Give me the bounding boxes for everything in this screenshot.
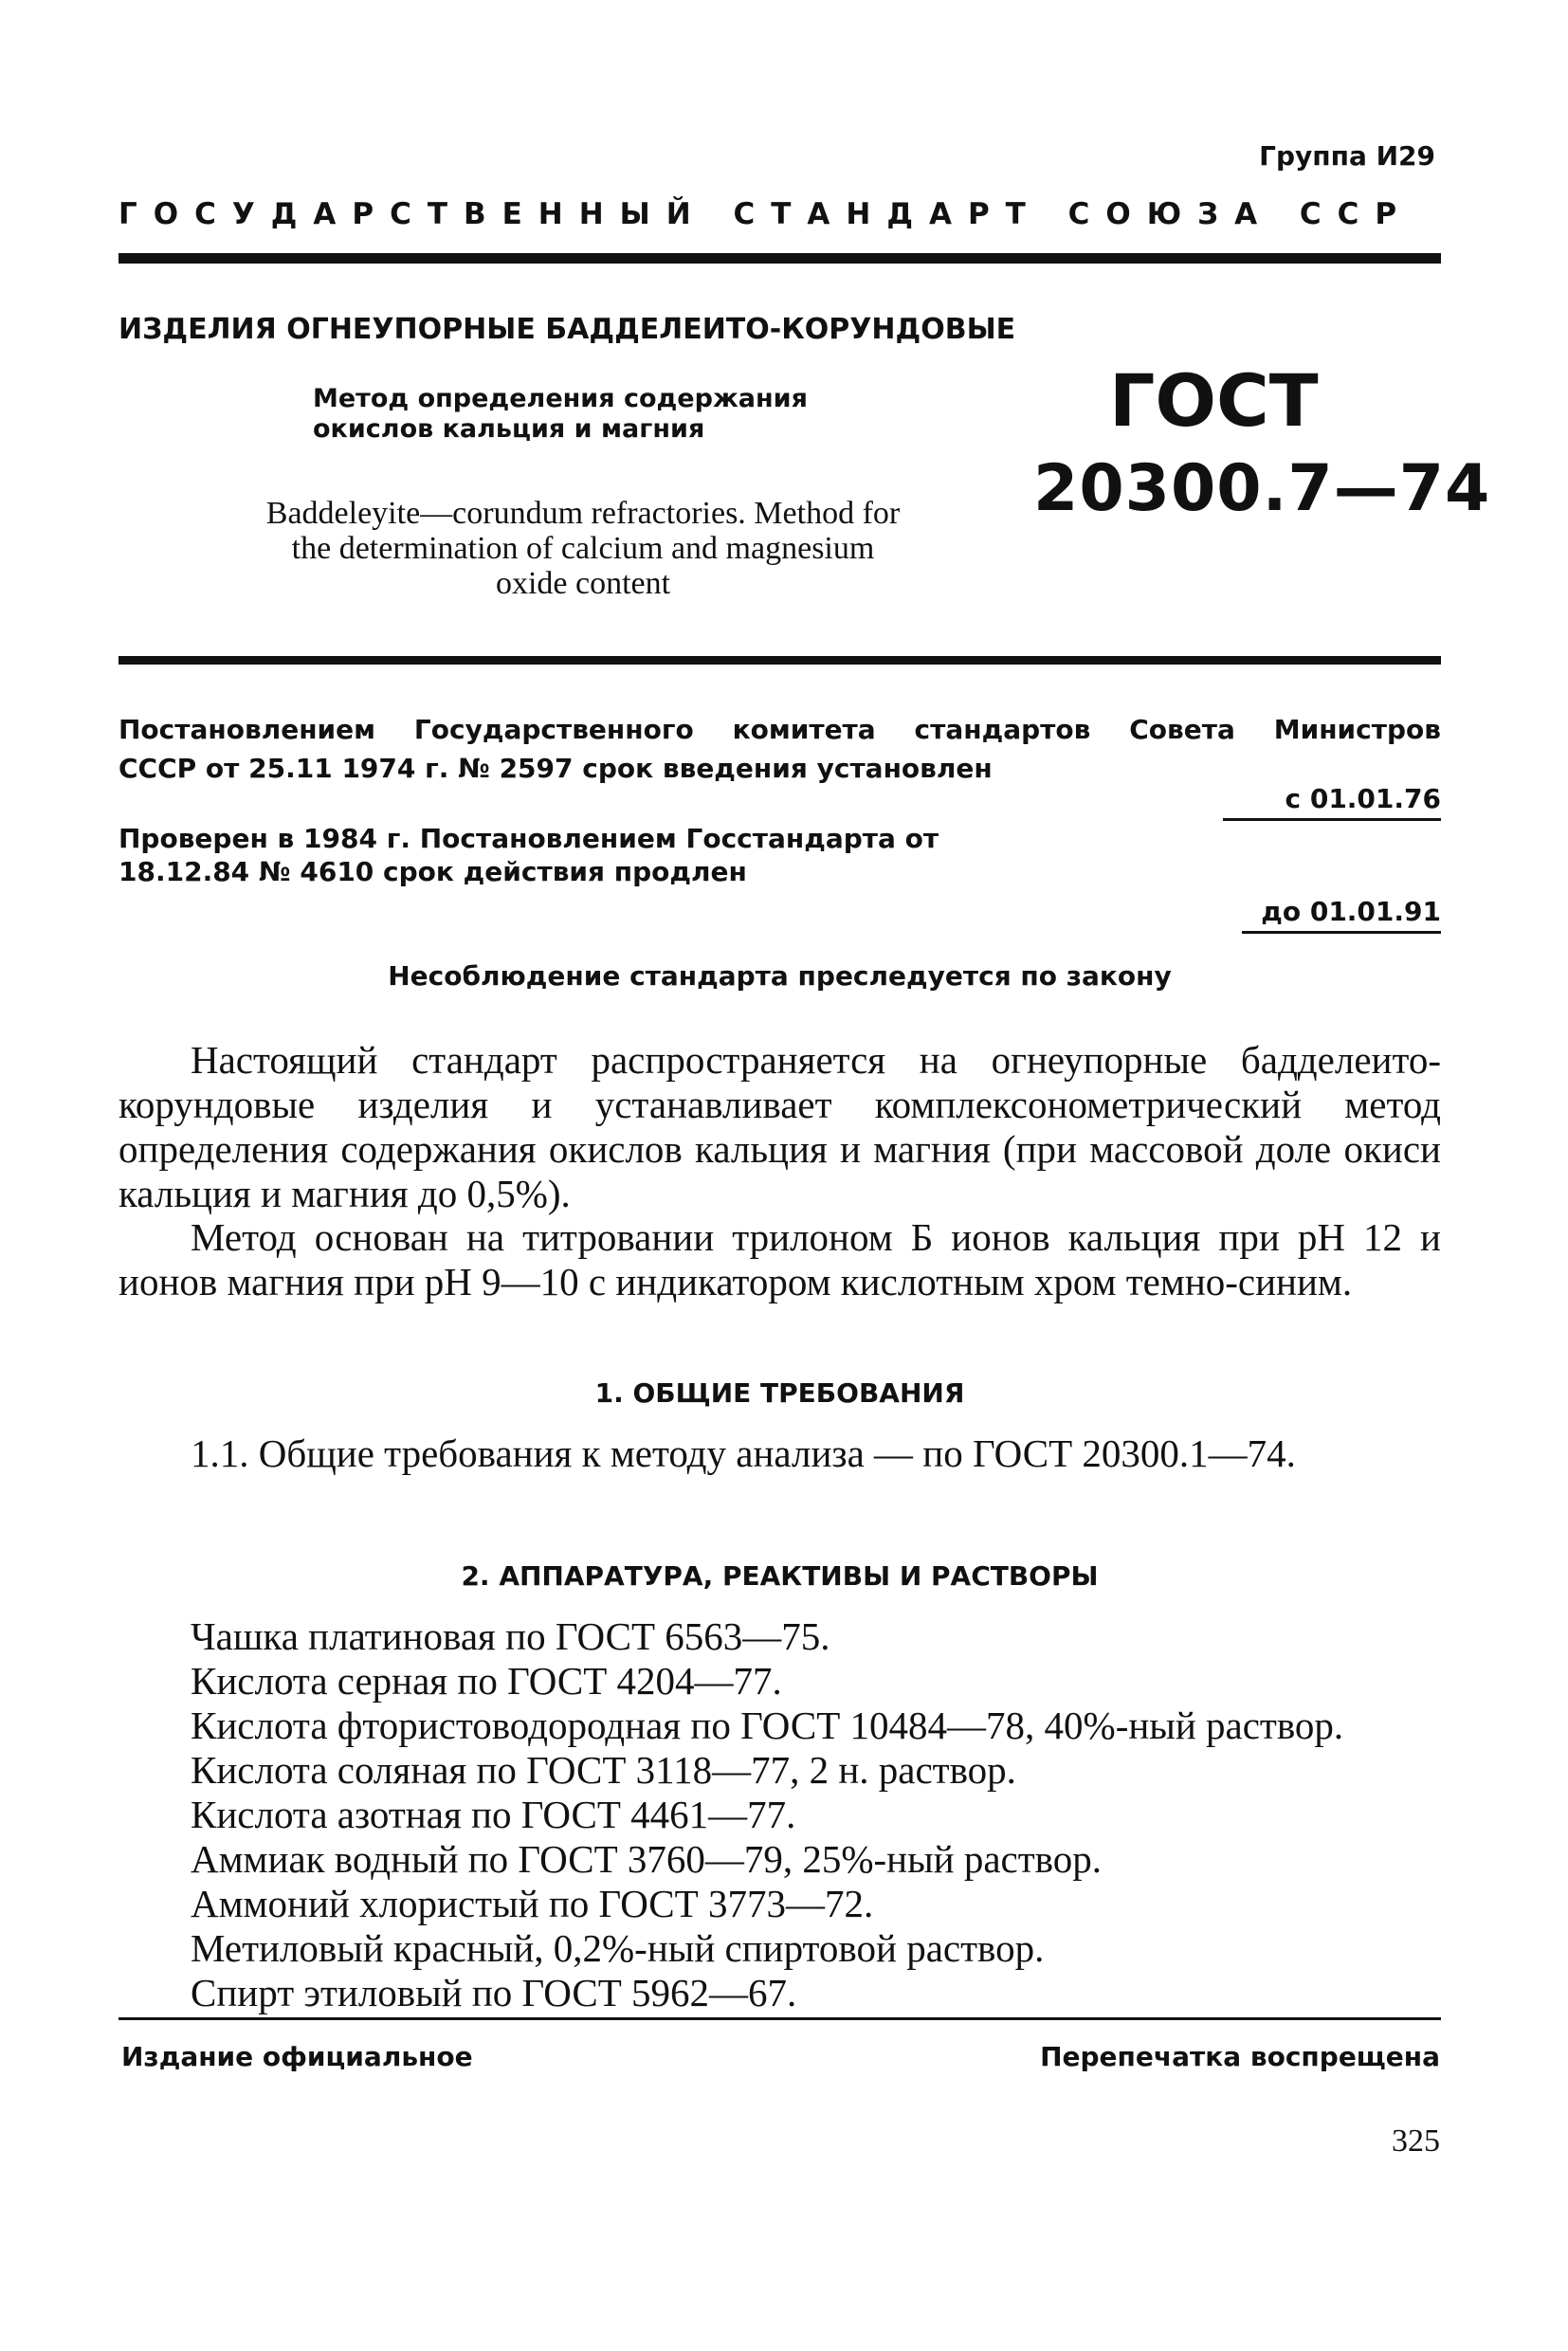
list-item: Метиловый красный, 0,2%-ный спиртовой раствор.	[191, 1926, 1045, 1970]
product-title: ИЗДЕЛИЯ ОГНЕУПОРНЫЕ БАДДЕЛЕИТО-КОРУНДОВЫЕ	[119, 313, 1016, 346]
middle-rule	[119, 656, 1441, 665]
list-item: Кислота фтористоводородная по ГОСТ 10484—78, 40%-ный раствор.	[191, 1704, 1344, 1747]
list-item: Кислота серная по ГОСТ 4204—77.	[191, 1659, 782, 1703]
intro-paragraph-2: Метод основан на титровании трилоном Б ионов кальция при рН 12 и ионов магния при рН 9—10 с индикатором кислотным хром темно-синим.	[119, 1215, 1441, 1303]
checked-note: Проверен в 1984 г. Постановлением Госстандарта от 18.12.84 № 4610 срок действия продлен	[119, 823, 939, 887]
page-number: 325	[1392, 2123, 1440, 2159]
method-title-en: Baddeleyite—corundum refractories. Method for the determination of calcium and magnesium oxide content	[265, 496, 901, 601]
edition-note: Издание официальное	[121, 2041, 473, 2072]
list-item: Спирт этиловый по ГОСТ 5962—67.	[191, 1971, 797, 2014]
list-item: Кислота азотная по ГОСТ 4461—77.	[191, 1793, 796, 1836]
intro-paragraph-1: Настоящий стандарт распространяется на огнеупорные бадделеито-корундовые изделия и устанавливает комплексонометрический метод определения содержания окислов кальция и магния (при массовой доле окиси кальция и магния до 0,5%).	[119, 1038, 1441, 1215]
decree-line-1: Постановлением Государственного комитета стандартов Совета Министров	[119, 714, 1441, 745]
gost-label: ГОСТ	[1109, 358, 1319, 443]
list-item: Аммиак водный по ГОСТ 3760—79, 25%-ный раствор.	[191, 1837, 1102, 1881]
state-standard-heading: ГОСУДАРСТВЕННЫЙ СТАНДАРТ СОЮЗА ССР	[119, 197, 1413, 231]
group-code: Группа И29	[1259, 140, 1435, 172]
decree-line-2: СССР от 25.11 1974 г. № 2597 срок введения установлен	[119, 753, 993, 784]
section-1-title: 1. ОБЩИЕ ТРЕБОВАНИЯ	[594, 1377, 965, 1409]
top-rule	[119, 253, 1441, 264]
list-item: Чашка платиновая по ГОСТ 6563—75.	[191, 1614, 830, 1658]
list-item: Кислота соляная по ГОСТ 3118—77, 2 н. раствор.	[191, 1748, 1016, 1792]
bottom-rule	[119, 2017, 1441, 2020]
list-item: Аммоний хлористый по ГОСТ 3773—72.	[191, 1882, 874, 1925]
gost-number: 20300.7—74	[1033, 451, 1491, 526]
extended-until-date: до 01.01.91	[1242, 896, 1441, 934]
section-1-text: 1.1. Общие требования к методу анализа — по ГОСТ 20300.1—74.	[191, 1431, 1296, 1475]
method-title-ru: Метод определения содержания окислов кальция и магния	[313, 384, 808, 444]
section-2-title: 2. АППАРАТУРА, РЕАКТИВЫ И РАСТВОРЫ	[461, 1560, 1099, 1592]
compliance-warning: Несоблюдение стандарта преследуется по закону	[388, 960, 1172, 992]
effective-date: с 01.01.76	[1223, 783, 1441, 821]
reprint-note: Перепечатка воспрещена	[1040, 2041, 1440, 2072]
apparatus-list	[119, 1614, 1441, 2015]
